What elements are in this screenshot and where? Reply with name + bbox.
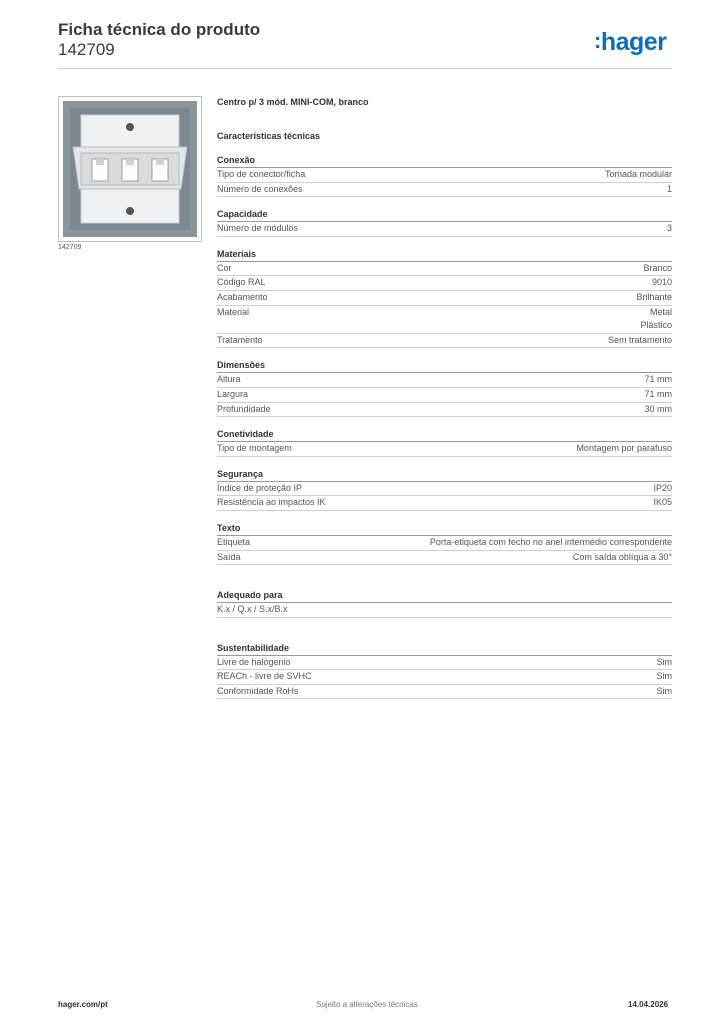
section-texto <box>217 522 672 565</box>
spec-value: Sim <box>656 671 672 682</box>
page-title: Ficha técnica do produto <box>58 20 261 39</box>
spec-label: Profundidade <box>217 403 271 414</box>
spec-label: Índice de proteção IP <box>217 482 303 493</box>
spec-label: Acabamento <box>217 291 268 302</box>
footer-date: 14.04.2026 <box>628 1000 669 1009</box>
spec-row <box>217 334 672 349</box>
spec-row <box>217 373 672 388</box>
spec-label: Tipo de conector/ficha <box>217 169 306 179</box>
hager-logo[interactable] <box>594 28 666 57</box>
spec-row <box>217 183 672 198</box>
spec-value: Tomada modular <box>604 169 672 179</box>
spec-row <box>217 656 672 671</box>
spec-label: Resistência ao impactos IK <box>217 497 326 508</box>
spec-row <box>217 482 672 497</box>
spec-label: Livre de halógenio <box>217 656 291 667</box>
spec-value: Com saída oblíqua a 30° <box>572 551 672 562</box>
spec-label: REACh - livre de SVHC <box>217 671 312 682</box>
spec-label: Tratamento <box>217 334 263 345</box>
spec-content <box>217 95 672 699</box>
spec-label: Saída <box>217 551 241 562</box>
spec-row <box>217 222 672 237</box>
product-image <box>59 97 201 241</box>
section-conetividade <box>217 428 672 457</box>
spec-label: Largura <box>217 388 249 399</box>
product-number: 142709 <box>58 40 115 59</box>
spec-label: Número de conexões <box>217 183 303 194</box>
spec-value: 71 mm <box>644 388 672 399</box>
section-adequado <box>217 589 672 618</box>
spec-label: Cor <box>217 262 232 273</box>
spec-value: 3 <box>666 223 672 234</box>
logo-colon-icon: : <box>594 28 601 53</box>
section-title: Adequado para <box>217 589 672 603</box>
spec-row <box>217 388 672 403</box>
section-seguranca <box>217 468 672 511</box>
section-conexao <box>217 154 672 197</box>
spec-value <box>640 306 672 333</box>
spec-label: Etiqueta <box>217 536 251 547</box>
tech-characteristics-title: Características técnicas <box>217 131 321 141</box>
spec-row <box>217 306 672 334</box>
spec-value: IP20 <box>653 482 672 493</box>
spec-value: Brilhante <box>636 291 672 302</box>
section-materiais <box>217 248 672 349</box>
page-header <box>58 20 260 60</box>
spec-value: Sem tratamento <box>607 334 672 345</box>
spec-label: K.x / Q.x / S.x/B.x <box>217 604 288 615</box>
section-dimensoes <box>217 359 672 417</box>
spec-row <box>217 168 672 183</box>
spec-value: 9010 <box>651 277 672 288</box>
spec-row <box>217 551 672 566</box>
section-title: Capacidade <box>217 208 672 222</box>
product-name: Centro p/ 3 mód. MINI-COM, branco <box>217 97 369 107</box>
spec-value-line: Metal <box>649 306 672 317</box>
spec-label: Tipo de montagem <box>217 443 292 454</box>
spec-value: Branco <box>643 262 672 273</box>
spec-row <box>217 403 672 418</box>
spec-label: Conformidade RoHs <box>217 685 299 696</box>
section-title: Dimensões <box>217 359 672 373</box>
spec-row <box>217 276 672 291</box>
footer-note: Sujeito a alterações técnicas <box>316 1000 418 1009</box>
spec-row <box>217 262 672 277</box>
spec-label: Material <box>217 306 250 317</box>
spec-value: 30 mm <box>644 403 672 414</box>
spec-row <box>217 536 672 551</box>
footer-website-link[interactable]: hager.com/pt <box>58 1000 108 1009</box>
spec-label: Altura <box>217 374 241 385</box>
spec-value-line: Plástico <box>640 320 672 331</box>
spec-row <box>217 442 672 457</box>
spec-value: Montagem por parafuso <box>576 443 672 454</box>
spec-row <box>217 603 672 618</box>
section-capacidade <box>217 208 672 237</box>
spec-value: Sim <box>656 685 672 696</box>
product-image-frame <box>58 96 202 242</box>
spec-value: 71 mm <box>644 374 672 385</box>
spec-value: 1 <box>666 183 672 194</box>
section-title: Texto <box>217 522 672 536</box>
section-sustentabilidade <box>217 642 672 700</box>
spec-value: Porta-etiqueta com fecho no anel intermédio correspondente <box>429 536 672 547</box>
section-title: Conexão <box>217 154 672 168</box>
spec-row <box>217 670 672 685</box>
section-title: Sustentabilidade <box>217 642 672 656</box>
section-title: Segurança <box>217 468 672 482</box>
spec-value: IK05 <box>653 497 672 508</box>
header-divider <box>58 68 672 69</box>
spec-row <box>217 496 672 511</box>
spec-value: Sim <box>656 656 672 667</box>
spec-row <box>217 291 672 306</box>
spec-label: Código RAL <box>217 277 266 288</box>
image-caption: 142709 <box>58 244 82 251</box>
logo-text: hager <box>600 28 667 56</box>
section-title: Conetividade <box>217 428 672 442</box>
spec-row <box>217 685 672 700</box>
section-title: Materiais <box>217 248 672 262</box>
spec-label: Número de módulos <box>217 223 299 234</box>
